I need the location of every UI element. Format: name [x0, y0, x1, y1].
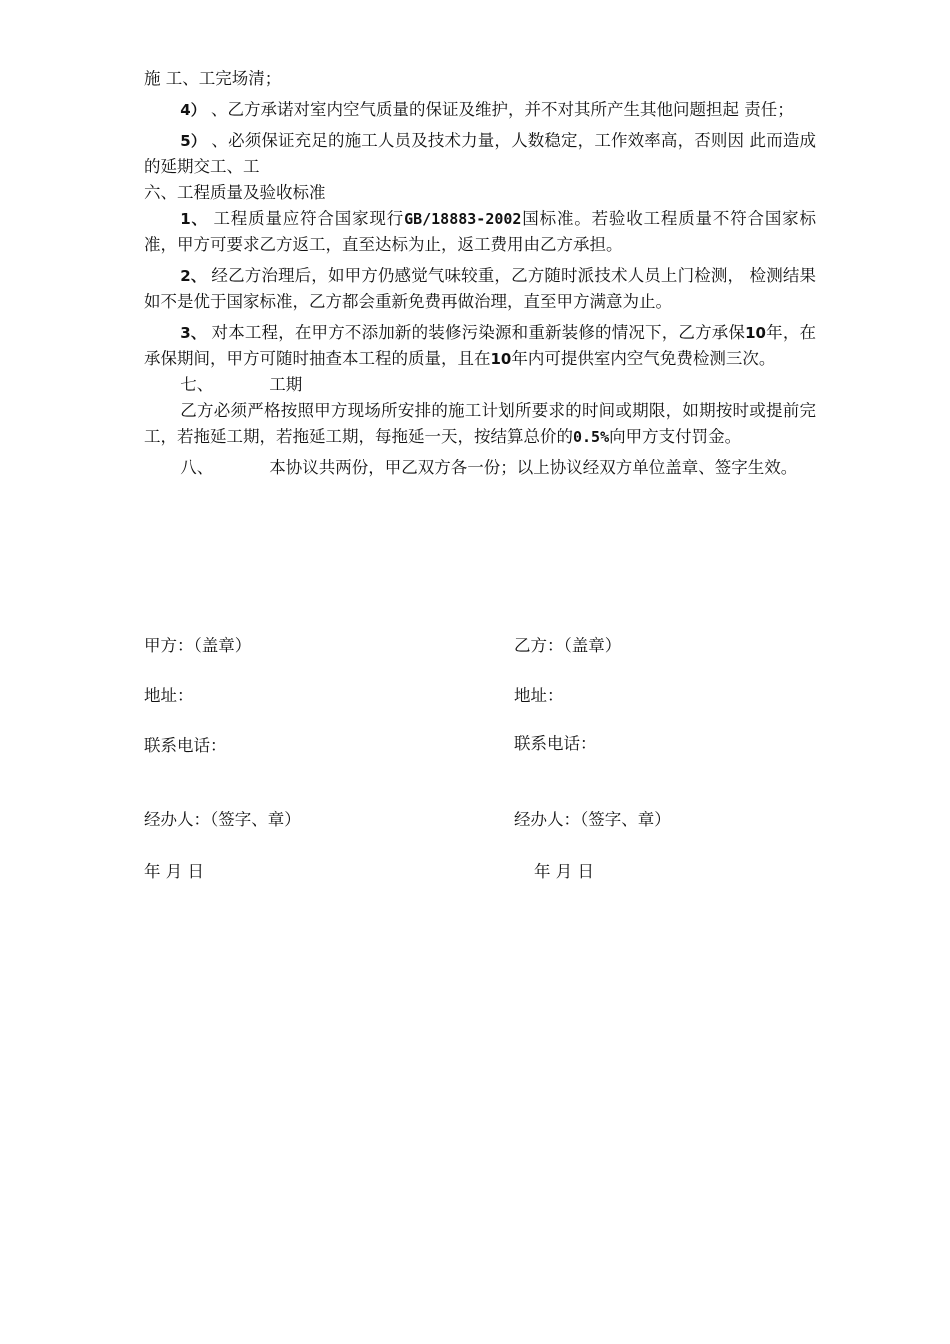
- party-a-phone: 联系电话：: [144, 736, 227, 755]
- item-1-standard: GB/18883-2002: [404, 210, 522, 228]
- item-1-number: 1、: [180, 210, 208, 228]
- item-1-text-a: 工程质量应符合国家现行: [207, 209, 405, 228]
- cleanup-text: 施 工、工完场清；: [144, 69, 282, 88]
- section-7-title: 工期: [269, 375, 303, 394]
- party-a-handler: 经办人：（签字、章）: [144, 810, 301, 829]
- item-3-years-1: 10: [745, 324, 766, 342]
- section-8: [144, 455, 816, 481]
- clause-5-text: 、必须保证充足的施工人员及技术力量，人数稳定，工作效率高，否则因 此而造成的延期交工、工: [144, 131, 816, 176]
- item-1-text-b: 国标准。若验收工程质量不符合国家标准，甲方可要求乙方返工，直至达标为止，返工费用由乙方承担。: [144, 209, 817, 254]
- item-3-text-c: 年内可提供室内空气免费检测三次。: [511, 349, 776, 368]
- section-6-item-3: [144, 320, 816, 372]
- section-6-heading: 六、工程质量及验收标准: [144, 183, 326, 202]
- clause-4: [144, 97, 816, 123]
- item-3-number: 3、: [180, 324, 207, 342]
- section-8-text: 本协议共两份，甲乙双方各一份；以上协议经双方单位盖章、签字生效。: [269, 458, 798, 477]
- party-a-date: 年 月 日: [144, 862, 204, 881]
- section-6-item-1: [144, 206, 816, 258]
- section-7-heading: [144, 372, 816, 398]
- item-2-number: 2、: [180, 267, 207, 285]
- item-3-text-b: 年，在承保期间，甲方可随时抽查本工程的质量，且在: [144, 323, 817, 368]
- line-construction-cleanup: [144, 66, 816, 92]
- section-8-number: 八、: [180, 458, 214, 477]
- party-a-address: 地址：: [144, 686, 194, 705]
- section-7-text-b: 向甲方支付罚金。: [609, 427, 742, 446]
- party-b-address: 地址：: [514, 686, 564, 705]
- item-3-years-2: 10: [490, 350, 512, 368]
- section-7-text-a: 乙方必须严格按照甲方现场所安排的施工计划所要求的时间或期限，如期按时或提前完工，若拖延工期，若拖延工期，每拖延一天，按结算总价的: [144, 401, 816, 446]
- party-b-label: 乙方：（盖章）: [514, 636, 622, 655]
- item-3-text-a: 对本工程，在甲方不添加新的装修污染源和重新装修的情况下，乙方承保: [206, 323, 746, 342]
- clause-4-text: 、乙方承诺对室内空气质量的保证及维护，并不对其所产生其他问题担起 责任；: [205, 100, 794, 119]
- item-2-text: 经乙方治理后，如甲方仍感觉气味较重，乙方随时派技术人员上门检测， 检测结果如不是优于国家标准，乙方都会重新免费再做治理，直至甲方满意为止。: [144, 266, 816, 311]
- section-7-penalty-rate: 0.5%: [573, 428, 610, 446]
- section-7-number: 七、: [180, 375, 214, 394]
- party-b-date: 年 月 日: [534, 862, 594, 881]
- section-6-item-2: [144, 263, 816, 315]
- contract-body: [144, 66, 816, 481]
- clause-5-number: 5）: [180, 132, 207, 150]
- clause-4-number: 4）: [180, 101, 206, 119]
- party-b-handler: 经办人：（签字、章）: [514, 810, 671, 829]
- section-7-body: [144, 398, 816, 450]
- clause-5: [144, 128, 816, 180]
- party-b-phone: 联系电话：: [514, 734, 597, 753]
- party-a-label: 甲方：（盖章）: [144, 636, 252, 655]
